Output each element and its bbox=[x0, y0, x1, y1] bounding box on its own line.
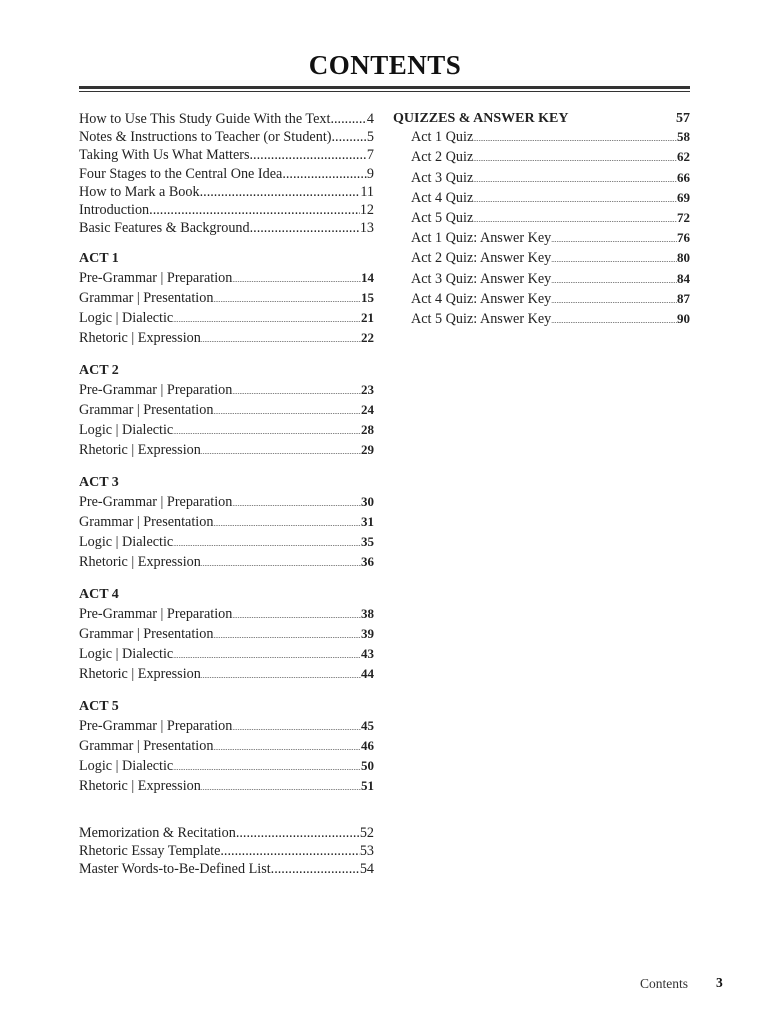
dot-leader bbox=[473, 171, 677, 189]
dot-leader bbox=[551, 312, 677, 330]
toc-entry-label: Rhetoric | Expression bbox=[79, 778, 201, 795]
toc-entry-label: Pre-Grammar | Preparation bbox=[79, 493, 233, 510]
dot-leader bbox=[332, 128, 367, 146]
dot-leader bbox=[473, 130, 677, 148]
toc-entry-label: How to Mark a Book bbox=[79, 183, 200, 200]
toc-left-column bbox=[79, 110, 374, 878]
toc-entry[interactable] bbox=[79, 421, 374, 441]
toc-entry-label: Grammar | Presentation bbox=[79, 513, 214, 530]
dot-leader bbox=[201, 779, 361, 797]
toc-entry-page: 30 bbox=[361, 493, 374, 509]
dot-leader bbox=[200, 183, 361, 201]
act-section bbox=[79, 250, 374, 349]
act-heading: ACT 1 bbox=[79, 251, 119, 267]
toc-entry-page: 90 bbox=[677, 311, 690, 327]
dot-leader bbox=[232, 383, 361, 401]
quizzes-heading-label: QUIZZES & ANSWER KEY bbox=[393, 111, 569, 126]
toc-entry-page: 11 bbox=[360, 183, 374, 200]
dot-leader bbox=[551, 231, 677, 249]
dot-leader bbox=[213, 403, 361, 421]
page-title: CONTENTS bbox=[308, 50, 462, 80]
quiz-entry[interactable] bbox=[411, 189, 690, 209]
quiz-entry[interactable] bbox=[411, 148, 690, 168]
toc-entry-label: Logic | Dialectic bbox=[79, 422, 174, 439]
toc-entry-page: 76 bbox=[677, 230, 690, 246]
toc-entry-page: 87 bbox=[677, 290, 690, 306]
toc-entry-label: Act 3 Quiz: Answer Key bbox=[411, 270, 552, 287]
toc-entry-label: Logic | Dialectic bbox=[79, 534, 174, 551]
toc-entry-label: Pre-Grammar | Preparation bbox=[79, 605, 233, 622]
act-heading: ACT 2 bbox=[79, 363, 119, 379]
toc-entry-label: Act 4 Quiz: Answer Key bbox=[411, 290, 552, 307]
toc-entry-page: 62 bbox=[677, 149, 690, 165]
toc-entry-page: 22 bbox=[361, 330, 374, 346]
act-heading: ACT 4 bbox=[79, 587, 119, 603]
dot-leader bbox=[236, 824, 360, 842]
dot-leader bbox=[551, 251, 677, 269]
title-rule-thin bbox=[79, 91, 690, 92]
quizzes-heading[interactable] bbox=[393, 110, 690, 128]
toc-right-column bbox=[393, 110, 690, 330]
toc-entry[interactable] bbox=[79, 165, 374, 183]
toc-entry-label: Act 5 Quiz: Answer Key bbox=[411, 311, 552, 328]
toc-entry[interactable] bbox=[79, 146, 374, 164]
toc-entry-page: 4 bbox=[366, 111, 374, 127]
act-section bbox=[79, 362, 374, 461]
toc-entry-label: Rhetoric | Expression bbox=[79, 554, 201, 571]
toc-entry[interactable] bbox=[79, 625, 374, 645]
dot-leader bbox=[551, 272, 677, 290]
acts-list bbox=[79, 250, 374, 797]
toc-entry[interactable] bbox=[79, 717, 374, 737]
dot-leader bbox=[201, 555, 361, 573]
toc-entry-page: 84 bbox=[677, 270, 690, 286]
title-rule-thick bbox=[79, 86, 690, 89]
toc-entry[interactable] bbox=[79, 824, 374, 842]
toc-entry-label: Act 5 Quiz bbox=[411, 210, 474, 227]
toc-entry[interactable] bbox=[79, 737, 374, 757]
toc-entry-page: 66 bbox=[677, 169, 690, 185]
toc-entry[interactable] bbox=[79, 757, 374, 777]
toc-entry-page: 15 bbox=[361, 289, 374, 305]
dot-leader bbox=[250, 146, 367, 164]
toc-entry-label: Act 4 Quiz bbox=[411, 189, 474, 206]
toc-entry[interactable] bbox=[79, 513, 374, 533]
toc-entry-page: 23 bbox=[361, 381, 374, 397]
dot-leader bbox=[220, 842, 359, 860]
back-matter-list bbox=[79, 824, 374, 879]
toc-entry[interactable] bbox=[79, 201, 374, 219]
footer-page-number: 3 bbox=[716, 975, 723, 990]
toc-entry-label: Basic Features & Background bbox=[79, 220, 250, 237]
dot-leader bbox=[201, 331, 361, 349]
dot-leader bbox=[201, 667, 361, 685]
toc-entry-page: 46 bbox=[361, 737, 374, 753]
toc-entry-page: 14 bbox=[361, 269, 374, 285]
toc-entry[interactable] bbox=[79, 219, 374, 237]
toc-entry[interactable] bbox=[79, 269, 374, 289]
dot-leader bbox=[201, 443, 361, 461]
toc-entry-label: Rhetoric Essay Template bbox=[79, 842, 221, 859]
toc-entry[interactable] bbox=[79, 665, 374, 685]
toc-entry[interactable] bbox=[79, 110, 374, 128]
toc-entry-page: 80 bbox=[677, 250, 690, 266]
toc-entry[interactable] bbox=[79, 493, 374, 513]
toc-entry-label: Logic | Dialectic bbox=[79, 758, 174, 775]
toc-entry-label: Rhetoric | Expression bbox=[79, 442, 201, 459]
toc-entry[interactable] bbox=[79, 289, 374, 309]
toc-entry-page: 31 bbox=[361, 513, 374, 529]
toc-entry[interactable] bbox=[79, 381, 374, 401]
toc-entry-label: Grammar | Presentation bbox=[79, 625, 214, 642]
toc-entry-page: 51 bbox=[361, 778, 374, 794]
toc-entry-label: How to Use This Study Guide With the Text bbox=[79, 111, 331, 127]
toc-entry-label: Act 1 Quiz: Answer Key bbox=[411, 230, 552, 247]
act-section bbox=[79, 586, 374, 685]
dot-leader bbox=[271, 860, 360, 878]
toc-entry[interactable] bbox=[79, 183, 374, 201]
toc-entry-label: Taking With Us What Matters bbox=[79, 147, 250, 164]
dot-leader bbox=[173, 311, 361, 329]
toc-entry-page: 54 bbox=[359, 860, 374, 877]
toc-entry-page: 38 bbox=[361, 605, 374, 621]
section-spacer bbox=[79, 798, 374, 824]
toc-entry-page: 9 bbox=[366, 165, 374, 182]
quiz-entry[interactable] bbox=[411, 229, 690, 249]
toc-entry[interactable] bbox=[79, 777, 374, 797]
toc-entry[interactable] bbox=[79, 533, 374, 553]
dot-leader bbox=[551, 292, 677, 310]
toc-entry-page: 21 bbox=[361, 310, 374, 326]
dot-leader bbox=[173, 759, 361, 777]
dot-leader bbox=[250, 219, 360, 237]
toc-entry-label: Act 3 Quiz bbox=[411, 169, 474, 186]
dot-leader bbox=[213, 515, 361, 533]
dot-leader bbox=[173, 423, 361, 441]
toc-entry-label: Rhetoric | Expression bbox=[79, 330, 201, 347]
dot-leader bbox=[473, 211, 677, 229]
toc-entry-page: 5 bbox=[366, 129, 374, 146]
toc-entry[interactable] bbox=[79, 329, 374, 349]
toc-entry-page: 36 bbox=[361, 554, 374, 570]
toc-entry-label: Grammar | Presentation bbox=[79, 737, 214, 754]
toc-entry-label: Master Words-to-Be-Defined List bbox=[79, 860, 271, 877]
toc-entry-label: Pre-Grammar | Preparation bbox=[79, 381, 233, 398]
toc-entry-label: Notes & Instructions to Teacher (or Student) bbox=[79, 129, 332, 146]
dot-leader bbox=[473, 150, 677, 168]
toc-entry-label: Pre-Grammar | Preparation bbox=[79, 717, 233, 734]
toc-entry-page: 28 bbox=[361, 422, 374, 438]
quiz-list bbox=[393, 128, 690, 330]
act-heading: ACT 5 bbox=[79, 699, 119, 715]
toc-entry-page: 58 bbox=[677, 129, 690, 145]
toc-entry-page: 44 bbox=[361, 666, 374, 682]
toc-entry-label: Act 2 Quiz bbox=[411, 149, 474, 166]
toc-entry-label: Rhetoric | Expression bbox=[79, 666, 201, 683]
toc-entry-page: 12 bbox=[359, 202, 374, 219]
dot-leader bbox=[232, 271, 361, 289]
footer-section-label: Contents bbox=[640, 976, 689, 991]
toc-entry-page: 50 bbox=[361, 758, 374, 774]
toc-entry-page: 35 bbox=[361, 534, 374, 550]
toc-entry-page: 72 bbox=[677, 210, 690, 226]
dot-leader bbox=[213, 627, 361, 645]
toc-entry[interactable] bbox=[79, 128, 374, 146]
dot-leader bbox=[213, 291, 361, 309]
toc-entry[interactable] bbox=[79, 553, 374, 573]
toc-entry-label: Four Stages to the Central One Idea bbox=[79, 165, 283, 182]
toc-entry[interactable] bbox=[79, 860, 374, 878]
toc-entry-label: Grammar | Presentation bbox=[79, 401, 214, 418]
toc-entry-page: 29 bbox=[361, 442, 374, 458]
act-heading: ACT 3 bbox=[79, 475, 119, 491]
toc-entry-label: Act 2 Quiz: Answer Key bbox=[411, 250, 552, 267]
toc-entry-label: Introduction bbox=[79, 202, 150, 219]
toc-entry[interactable] bbox=[79, 842, 374, 860]
toc-entry-label: Pre-Grammar | Preparation bbox=[79, 269, 233, 286]
dot-leader bbox=[213, 739, 361, 757]
dot-leader bbox=[232, 607, 361, 625]
quiz-entry[interactable] bbox=[411, 209, 690, 229]
dot-leader bbox=[473, 191, 677, 209]
toc-entry-label: Act 1 Quiz bbox=[411, 129, 474, 146]
quiz-entry[interactable] bbox=[411, 310, 690, 330]
toc-entry-page: 7 bbox=[366, 147, 374, 164]
quiz-entry[interactable] bbox=[411, 128, 690, 148]
dot-leader bbox=[173, 647, 361, 665]
toc-entry[interactable] bbox=[79, 401, 374, 421]
quiz-entry[interactable] bbox=[411, 290, 690, 310]
dot-leader bbox=[282, 165, 367, 183]
dot-leader bbox=[330, 110, 366, 128]
toc-entry-page: 53 bbox=[359, 842, 374, 859]
quizzes-heading-page: 57 bbox=[676, 111, 690, 126]
quiz-entry[interactable] bbox=[411, 270, 690, 290]
toc-entry-page: 45 bbox=[361, 717, 374, 733]
dot-leader bbox=[232, 495, 361, 513]
toc-entry[interactable] bbox=[79, 441, 374, 461]
toc-entry[interactable] bbox=[79, 605, 374, 625]
toc-entry-page: 24 bbox=[361, 401, 374, 417]
dot-leader bbox=[173, 535, 361, 553]
toc-entry[interactable] bbox=[79, 645, 374, 665]
dot-leader bbox=[232, 719, 361, 737]
act-section bbox=[79, 474, 374, 573]
toc-entry-page: 69 bbox=[677, 189, 690, 205]
toc-entry-label: Logic | Dialectic bbox=[79, 310, 174, 327]
toc-entry-page: 13 bbox=[359, 220, 374, 237]
toc-entry-page: 52 bbox=[359, 824, 374, 841]
dot-leader bbox=[149, 201, 360, 219]
toc-entry-page: 39 bbox=[361, 625, 374, 641]
toc-entry[interactable] bbox=[79, 309, 374, 329]
toc-entry-page: 43 bbox=[361, 646, 374, 662]
act-section bbox=[79, 698, 374, 797]
toc-entry-label: Logic | Dialectic bbox=[79, 646, 174, 663]
quiz-entry[interactable] bbox=[411, 249, 690, 269]
toc-entry-label: Grammar | Presentation bbox=[79, 289, 214, 306]
quiz-entry[interactable] bbox=[411, 169, 690, 189]
front-matter-list bbox=[79, 110, 374, 237]
toc-entry-label: Memorization & Recitation bbox=[79, 824, 236, 841]
